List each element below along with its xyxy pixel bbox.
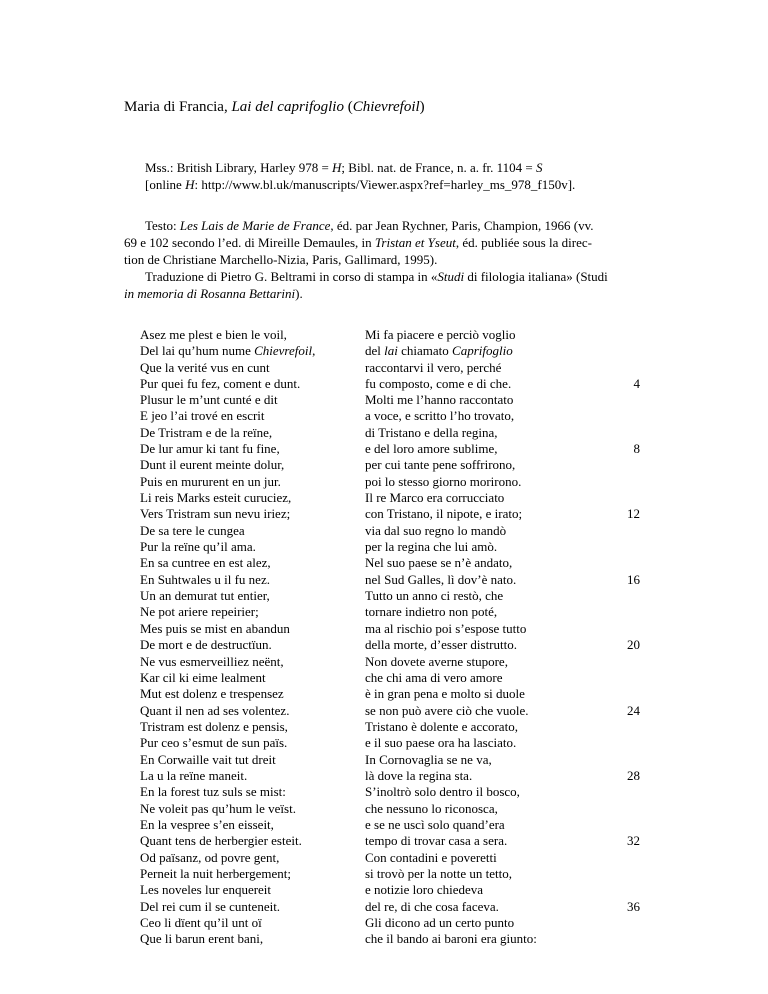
italian-verse: e il suo paese ora ha lasciato.	[365, 735, 517, 751]
italian-verse: è in gran pena e molto si duole	[365, 686, 525, 702]
italian-verse: e notizie loro chiedeva	[365, 882, 484, 898]
italian-verse: tornare indietro non poté,	[365, 604, 498, 620]
manuscripts-line-2: [online H: http://www.bl.uk/manuscripts/Viewer.aspx?ref=harley_ms_978_f150v].	[145, 177, 576, 192]
italian-verse: del re, di che cosa faceva.	[365, 898, 499, 914]
line-number: 36	[627, 898, 640, 914]
old-french-verse: Mut est dolenz e trespensez	[140, 686, 284, 702]
title-open-paren: (	[343, 99, 353, 115]
old-french-verse: De sa tere le cungea	[140, 522, 245, 538]
italian-verse: di Tristano e della regina,	[365, 424, 498, 440]
italian-verse: della morte, d’esser distrutto.	[365, 637, 517, 653]
line-number: 8	[633, 441, 640, 457]
line-numbers	[622, 392, 640, 948]
italian-verse: là dove la regina sta.	[365, 767, 473, 783]
old-french-verse: En Corwaille vait tut dreit	[140, 751, 276, 767]
line-number: 32	[627, 833, 640, 849]
italian-verse: Mi fa piacere e perciò voglio	[365, 327, 516, 342]
old-french-verse: Ne pot ariere repeirier;	[140, 604, 259, 620]
line-number: 28	[627, 767, 640, 783]
italian-verse: che il bando ai baroni era giunto:	[365, 931, 537, 947]
italian-column	[365, 327, 516, 392]
old-french-verse: Tristram est dolenz e pensis,	[140, 718, 288, 734]
old-french-verse: Que li barun erent bani,	[140, 931, 264, 947]
italian-verse: Tristano è dolente e accorato,	[365, 718, 518, 734]
old-french-verse: Que la verité vus en cunt	[140, 359, 270, 375]
title-original: Chievrefoil	[352, 99, 420, 115]
old-french-verse: Pur ceo s’esmut de sun païs.	[140, 735, 288, 751]
old-french-verse: En sa cuntree en est alez,	[140, 555, 271, 571]
old-french-verse: Ceo li dïent qu’il unt oï	[140, 915, 262, 930]
italian-verse: con Tristano, il nipote, e irato;	[365, 506, 523, 522]
old-french-verse: Li reis Marks esteit curuciez,	[140, 490, 292, 506]
italian-verse: e del loro amore sublime,	[365, 441, 498, 457]
edition-note-block	[124, 217, 667, 302]
old-french-verse: En la vespree s’en eisseit,	[140, 816, 274, 832]
italian-verse: che chi ama di vero amore	[365, 669, 503, 685]
line-numbers	[622, 327, 640, 392]
line-number: 16	[627, 571, 640, 587]
old-french-verse: Mes puis se mist en abandun	[140, 620, 290, 636]
italian-verse: tempo di trovar casa a sera.	[365, 833, 508, 849]
old-french-verse: Od païsanz, od povre gent,	[140, 849, 280, 865]
edition-line-1: Testo: Les Lais de Marie de France, éd. par Jean Rychner, Paris, Champion, 1966 (vv.	[145, 218, 594, 233]
italian-verse: Il re Marco era corrucciato	[365, 490, 505, 506]
italian-verse: Tutto un anno ci restò, che	[365, 588, 504, 604]
old-french-verse: Pur la reïne qu’il ama.	[140, 539, 256, 555]
italian-verse: poi lo stesso giorno morirono.	[365, 473, 522, 489]
title-work: Lai del caprifoglio	[231, 99, 344, 115]
italian-verse: se non può avere ciò che vuole.	[365, 702, 529, 718]
edition-line-3: tion de Christiane Marchello-Nizia, Paris, Gallimard, 1995).	[124, 252, 438, 267]
italian-verse: Non dovete averne stupore,	[365, 653, 508, 669]
italian-verse: per cui tante pene soffrirono,	[365, 457, 516, 473]
old-french-verse: Pur quei fu fez, coment e dunt.	[140, 376, 301, 392]
old-french-column	[140, 327, 315, 392]
old-french-verse: Del lai qu’hum nume Chievrefoil,	[140, 343, 316, 359]
italian-verse: si trovò per la notte un tetto,	[365, 865, 512, 881]
old-french-verse: Quant tens de herbergier esteit.	[140, 833, 302, 849]
italian-verse: fu composto, come e di che.	[365, 376, 512, 392]
old-french-verse: Dunt il eurent meinte dolur,	[140, 457, 285, 473]
italian-verse: che nessuno lo riconosca,	[365, 800, 498, 816]
old-french-verse: Un an demurat tut entier,	[140, 588, 270, 604]
old-french-verse: De mort e de destructïun.	[140, 637, 272, 653]
italian-verse: via dal suo regno lo mandò	[365, 522, 507, 538]
line-number: 4	[633, 376, 640, 392]
old-french-column	[140, 392, 302, 948]
old-french-verse: Perneit la nuit herbergement;	[140, 865, 292, 881]
italian-verse: Molti me l’hanno raccontato	[365, 392, 514, 407]
italian-verse: ma al rischio poi s’espose tutto	[365, 620, 527, 636]
translation-line-1: Traduzione di Pietro G. Beltrami in corso di stampa in «Studi di filologia italiana» (Studi	[145, 269, 608, 284]
old-french-verse: En la forest tuz suls se mist:	[140, 784, 286, 800]
old-french-verse: Puis en mururent en un jur.	[140, 473, 281, 489]
old-french-verse: Asez me plest e bien le voil,	[140, 327, 287, 342]
italian-verse: Con contadini e poveretti	[365, 849, 497, 865]
italian-verse: del lai chiamato Caprifoglio	[365, 343, 513, 359]
italian-verse: Nel suo paese se n’è andato,	[365, 555, 513, 571]
old-french-verse: E jeo l’ai trové en escrit	[140, 408, 265, 424]
page-title	[124, 98, 425, 116]
italian-verse: e se ne uscì solo quand’era	[365, 816, 505, 832]
italian-verse: a voce, e scritto l’ho trovato,	[365, 408, 515, 424]
edition-line-2: 69 e 102 secondo l’ed. di Mireille Demaules, in Tristan et Yseut, éd. publiée sous la direc-	[124, 235, 592, 250]
old-french-verse: Plusur le m’unt cunté e dit	[140, 392, 278, 407]
italian-verse: Gli dicono ad un certo punto	[365, 915, 515, 930]
old-french-verse: Kar cil ki eime lealment	[140, 669, 266, 685]
old-french-verse: La u la reïne maneit.	[140, 767, 248, 783]
line-number: 12	[627, 506, 640, 522]
italian-verse: raccontarvi il vero, perché	[365, 359, 502, 375]
title-author: Maria di Francia,	[124, 99, 232, 115]
italian-verse: nel Sud Galles, lì dov’è nato.	[365, 571, 517, 587]
old-french-verse: Ne voleit pas qu’hum le veïst.	[140, 800, 296, 816]
manuscripts-line-1: Mss.: British Library, Harley 978 = H; Bibl. nat. de France, n. a. fr. 1104 = S	[145, 160, 543, 175]
old-french-verse: De lur amur ki tant fu fine,	[140, 441, 280, 457]
italian-verse: In Cornovaglia se ne va,	[365, 751, 492, 767]
line-number: 24	[627, 702, 640, 718]
line-number: 20	[627, 637, 640, 653]
italian-column	[365, 392, 537, 948]
old-french-verse: Les noveles lur enquereit	[140, 882, 272, 898]
old-french-verse: Vers Tristram sun nevu iriez;	[140, 506, 291, 522]
italian-verse: per la regina che lui amò.	[365, 539, 498, 555]
italian-verse: S’inoltrò solo dentro il bosco,	[365, 784, 520, 800]
old-french-verse: De Tristram e de la reïne,	[140, 424, 273, 440]
old-french-verse: En Suhtwales u il fu nez.	[140, 571, 270, 587]
old-french-verse: Del rei cum il se cunteneit.	[140, 898, 281, 914]
title-close-paren: )	[419, 99, 425, 115]
old-french-verse: Quant il nen ad ses volentez.	[140, 702, 290, 718]
translation-line-2: in memoria di Rosanna Bettarini).	[124, 286, 303, 301]
manuscripts-block	[145, 159, 667, 193]
old-french-verse: Ne vus esmerveilliez neënt,	[140, 653, 284, 669]
